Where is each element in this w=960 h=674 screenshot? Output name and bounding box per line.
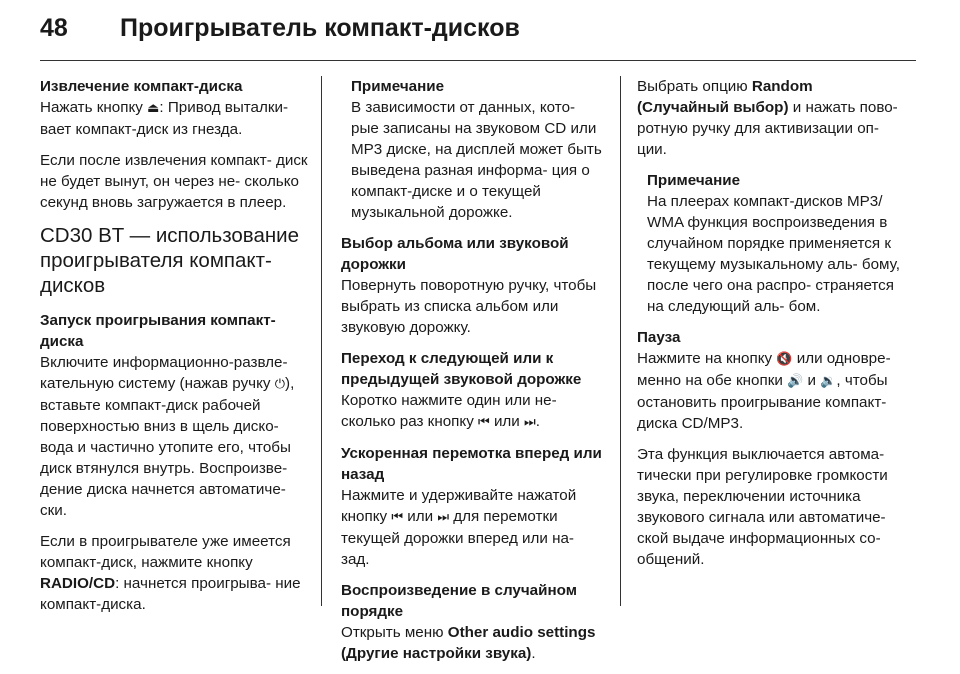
random-heading: Воспроизведение в случайном порядке bbox=[341, 582, 577, 620]
column-divider-2 bbox=[620, 76, 621, 606]
page-title: Проигрыватель компакт-дисков bbox=[120, 14, 520, 42]
eject-icon: ⏏ bbox=[147, 101, 160, 116]
column-2 bbox=[341, 76, 606, 674]
start-paragraph-1: Включите информационно-развле- кательную систему (нажав ручку ⏻), вставьте компакт-диск рабочей поверхностью вниз в щель диско- вода и частично утопите его, чтобы диск втянулся внутрь. Воспроизве- дение диска начнется автоматиче- ски. bbox=[40, 354, 295, 519]
page-header bbox=[40, 14, 916, 60]
column-1 bbox=[40, 76, 308, 625]
album-paragraph: Повернуть поворотную ручку, чтобы выбрать из списка альбом или звуковую дорожку. bbox=[341, 277, 597, 336]
next-track-heading: Переход к следующей или к предыдущей звуковой дорожке bbox=[341, 350, 582, 388]
pause-paragraph-1: Нажмите на кнопку 🔇 или одновре- менно на обе кнопки 🔊 и 🔉, чтобы остановить проигрывание компакт- диска CD/MP3. bbox=[637, 350, 891, 432]
fast-forward-paragraph: Нажмите и удерживайте нажатой кнопку ⏮ или ⏭ для перемотки текущей дорожки вперед или на- зад. bbox=[341, 487, 577, 568]
prev-track-icon: ⏮ bbox=[478, 415, 490, 430]
forward-icon: ⏭ bbox=[437, 510, 450, 525]
start-heading: Запуск проигрывания компакт-диска bbox=[40, 312, 276, 350]
eject-paragraph-2: Если после извлечения компакт- диск не будет вынут, он через не- сколько секунд вновь загружается в плеер. bbox=[40, 152, 308, 211]
volume-down-icon: 🔉 bbox=[820, 374, 837, 389]
note-heading-2: Примечание bbox=[647, 172, 741, 189]
volume-up-icon: 🔊 bbox=[787, 374, 804, 389]
random-option-label: Random (Случайный выбор) bbox=[637, 78, 813, 116]
column-3 bbox=[637, 76, 905, 580]
note-box-2 bbox=[647, 170, 905, 317]
random-paragraph: Открыть меню Other audio settings (Другие настройки звука). bbox=[341, 624, 596, 662]
pause-paragraph-2: Эта функция выключается автома- тически при регулировке громкости звука, переключении источника звукового сигнала или автоматиче- ской выдаче информационных со- общений. bbox=[637, 446, 888, 568]
random-option-paragraph: Выбрать опцию Random (Случайный выбор) и нажать пово- ротную ручку для активизации оп- ции. bbox=[637, 78, 898, 158]
power-icon: ⏻ bbox=[274, 377, 286, 392]
fast-forward-heading: Ускоренная перемотка вперед или назад bbox=[341, 445, 602, 483]
eject-heading: Извлечение компакт-диска bbox=[40, 78, 243, 95]
other-audio-settings-label: Other audio settings (Другие настройки звука) bbox=[341, 624, 596, 662]
mute-icon: 🔇 bbox=[776, 352, 793, 367]
page-number: 48 bbox=[40, 14, 68, 42]
section-title: CD30 BT — использование проигрывателя компакт-дисков bbox=[40, 224, 300, 297]
note-text-2: На плеерах компакт-дисков MP3/ WMA функция воспроизведения в случайном порядке применяется к текущему музыкальному аль- бому, после чего она распро- страняется на следующий аль- бом. bbox=[647, 193, 900, 315]
start-paragraph-2: Если в проигрывателе уже имеется компакт-диск, нажмите кнопку RADIO/CD: начнется проигрыва- ние компакт-диска. bbox=[40, 533, 301, 613]
album-heading: Выбор альбома или звуковой дорожки bbox=[341, 235, 569, 273]
next-track-paragraph: Коротко нажмите один или не- сколько раз кнопку ⏮ или ⏭. bbox=[341, 392, 557, 430]
pause-heading: Пауза bbox=[637, 329, 681, 346]
radio-cd-label: RADIO/CD bbox=[40, 575, 116, 592]
rewind-icon: ⏮ bbox=[391, 510, 404, 525]
note-heading: Примечание bbox=[351, 78, 445, 95]
next-track-icon: ⏭ bbox=[524, 415, 536, 430]
header-divider bbox=[40, 60, 916, 61]
note-box bbox=[351, 76, 606, 223]
note-text: В зависимости от данных, кото- рые записаны на звуковом CD или MP3 диске, на дисплей может быть выведена разная информа- ция о компакт-диске и о текущей музыкальной дорожке. bbox=[351, 99, 602, 221]
column-divider-1 bbox=[321, 76, 322, 606]
eject-paragraph-1: Нажать кнопку ⏏: Привод выталки- вает компакт-диск из гнезда. bbox=[40, 99, 289, 138]
